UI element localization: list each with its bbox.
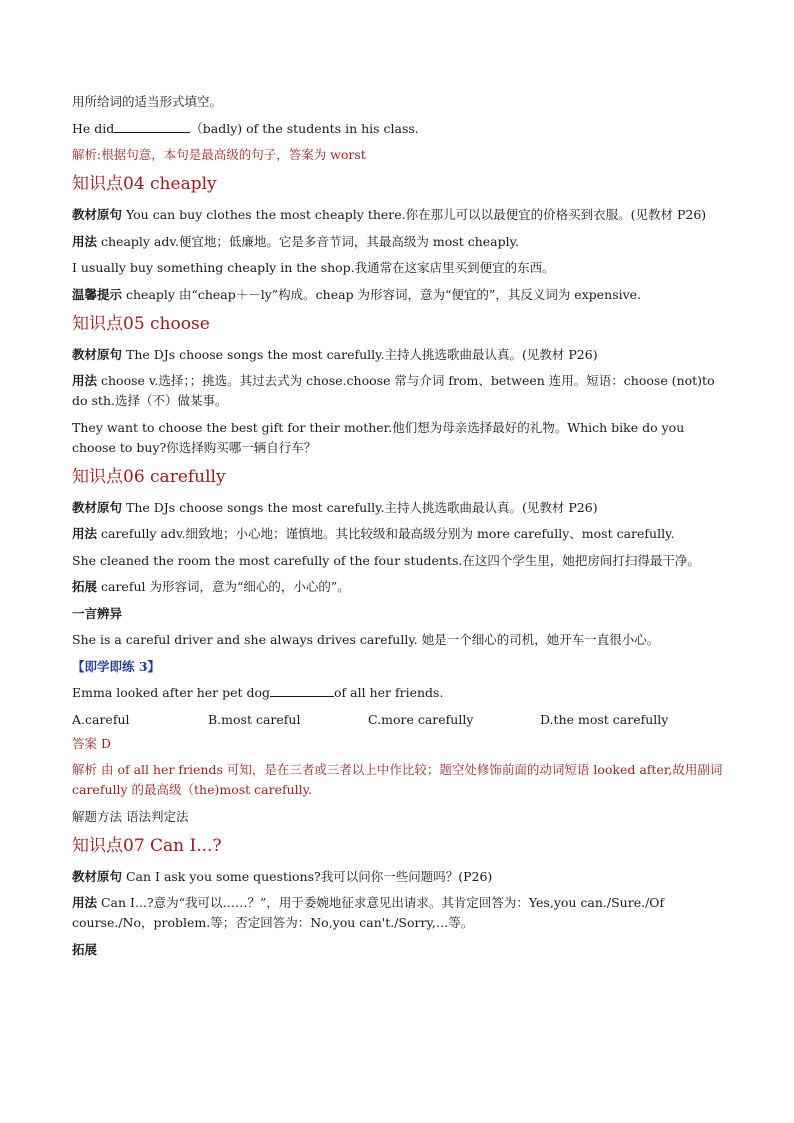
question-1 bbox=[72, 119, 724, 139]
kp04-orig-label: 教材原句 bbox=[72, 207, 123, 222]
kp07-usage-label: 用法 bbox=[72, 895, 98, 910]
kp04-usage bbox=[72, 232, 724, 252]
answer-2: 答案 D bbox=[72, 735, 111, 751]
analysis-2-label: 解析 bbox=[72, 762, 98, 777]
analysis-1: 解析:根据句意，本句是最高级的句子，答案为 worst bbox=[72, 147, 366, 162]
kp06-example: She cleaned the room the most carefully of the four students.在这四个学生里，她把房间打扫得最干净。 bbox=[72, 552, 700, 568]
kp04-tip bbox=[72, 285, 724, 305]
analysis-2 bbox=[72, 760, 724, 800]
option-b[interactable]: B.most careful bbox=[208, 711, 301, 727]
document-page bbox=[72, 92, 724, 966]
kp05-usage-text: choose v.选择；；挑选。其过去式为 chose.choose 常与介词 from、between 连用。短语：choose (not)to do sth.选择（不）做某事。 bbox=[72, 373, 715, 408]
kp06-ext-label: 拓展 bbox=[72, 579, 98, 594]
option-d[interactable]: D.the most carefully bbox=[540, 711, 669, 727]
kp07-usage bbox=[72, 893, 724, 933]
kp05-usage-label: 用法 bbox=[72, 373, 98, 388]
kp05-example: They want to choose the best gift for their mother.他们想为母亲选择最好的礼物。Which bike do you choose to buy?你选择购买哪一辆自行车？ bbox=[72, 419, 685, 455]
kp05-orig-label: 教材原句 bbox=[72, 346, 123, 362]
kp04-usage-text: cheaply adv.便宜地；低廉地。它是多音节词，其最高级为 most cheaply. bbox=[97, 233, 519, 249]
kp05-original-sentence bbox=[72, 345, 724, 365]
kp05-usage bbox=[72, 371, 724, 411]
kp05-orig-text: The DJs choose songs the most carefully.主持人挑选歌曲最认真。(见教材 P26) bbox=[122, 346, 598, 362]
question-1-post: （badly) of the students in his class. bbox=[190, 120, 419, 136]
kp06-usage bbox=[72, 524, 724, 544]
solving-method: 解题方法 语法判定法 bbox=[72, 808, 189, 824]
kp04-orig-text: You can buy clothes the most cheaply there.你在那儿可以以最便宜的价格买到衣服。(见教材 P26) bbox=[122, 207, 707, 222]
option-c[interactable]: C.more carefully bbox=[368, 711, 474, 727]
kp06-usage-text: carefully adv.细致地；小心地；谨慎地。其比较级和最高级分别为 more carefully、most carefully. bbox=[97, 526, 675, 541]
question-2-post: of all her friends. bbox=[334, 685, 444, 700]
answer-blank-2[interactable] bbox=[270, 683, 334, 697]
question-1-pre: He did bbox=[72, 120, 115, 136]
question-2-pre: Emma looked after her pet dog bbox=[72, 685, 271, 700]
knowledge-point-06-title: 知识点06 carefully bbox=[72, 466, 226, 487]
kp04-original-sentence bbox=[72, 205, 724, 225]
kp04-usage-label: 用法 bbox=[72, 233, 98, 249]
kp06-distinguish-label: 一言辨异 bbox=[72, 605, 123, 621]
instruction: 用所给词的适当形式填空。 bbox=[72, 94, 223, 109]
kp07-usage-text: Can I...?意为“我可以……？”，用于委婉地征求意见出请求。其肯定回答为：Yes,you can./Sure./Of course./No，problem.等；否定回答为：No,you can't./Sorry,…等。 bbox=[72, 895, 665, 930]
kp07-orig-label: 教材原句 bbox=[72, 868, 123, 884]
knowledge-point-04-title: 知识点04 cheaply bbox=[72, 174, 217, 194]
analysis-2-text: 由 of all her friends 可知，是在三者或三者以上中作比较；题空处修饰前面的动词短语 looked after,故用副词 carefully 的最高级（the)most carefully. bbox=[72, 762, 723, 797]
knowledge-point-07-title: 知识点07 Can I...? bbox=[72, 835, 222, 856]
kp06-distinguish-text: She is a careful driver and she always drives carefully. 她是一个细心的司机，她开车一直很小心。 bbox=[72, 632, 660, 647]
knowledge-point-05-title: 知识点05 choose bbox=[72, 313, 210, 334]
kp06-extension bbox=[72, 577, 724, 597]
kp07-orig-text: Can I ask you some questions?我可以问你一些问题吗？(P26) bbox=[122, 868, 493, 884]
kp06-ext-text: careful 为形容词，意为“细心的，小心的”。 bbox=[97, 579, 350, 594]
kp04-example: I usually buy something cheaply in the shop.我通常在这家店里买到便宜的东西。 bbox=[72, 260, 555, 275]
practice-label: 【即学即练 3】 bbox=[72, 658, 161, 674]
kp07-original-sentence bbox=[72, 867, 724, 887]
question-2 bbox=[72, 683, 724, 703]
question-2-options bbox=[72, 710, 724, 730]
kp06-orig-label: 教材原句 bbox=[72, 499, 123, 515]
kp06-orig-text: The DJs choose songs the most carefully.主持人挑选歌曲最认真。(见教材 P26) bbox=[122, 499, 598, 515]
kp06-original-sentence bbox=[72, 498, 724, 518]
option-a[interactable]: A.careful bbox=[72, 711, 130, 727]
kp04-tip-text: cheaply 由“cheap＋－ly”构成。cheap 为形容词，意为“便宜的”，其反义词为 expensive. bbox=[122, 286, 642, 302]
kp04-tip-label: 温馨提示 bbox=[72, 286, 123, 302]
kp07-extension-label: 拓展 bbox=[72, 941, 98, 957]
kp06-usage-label: 用法 bbox=[72, 526, 98, 541]
answer-blank[interactable] bbox=[114, 119, 190, 133]
